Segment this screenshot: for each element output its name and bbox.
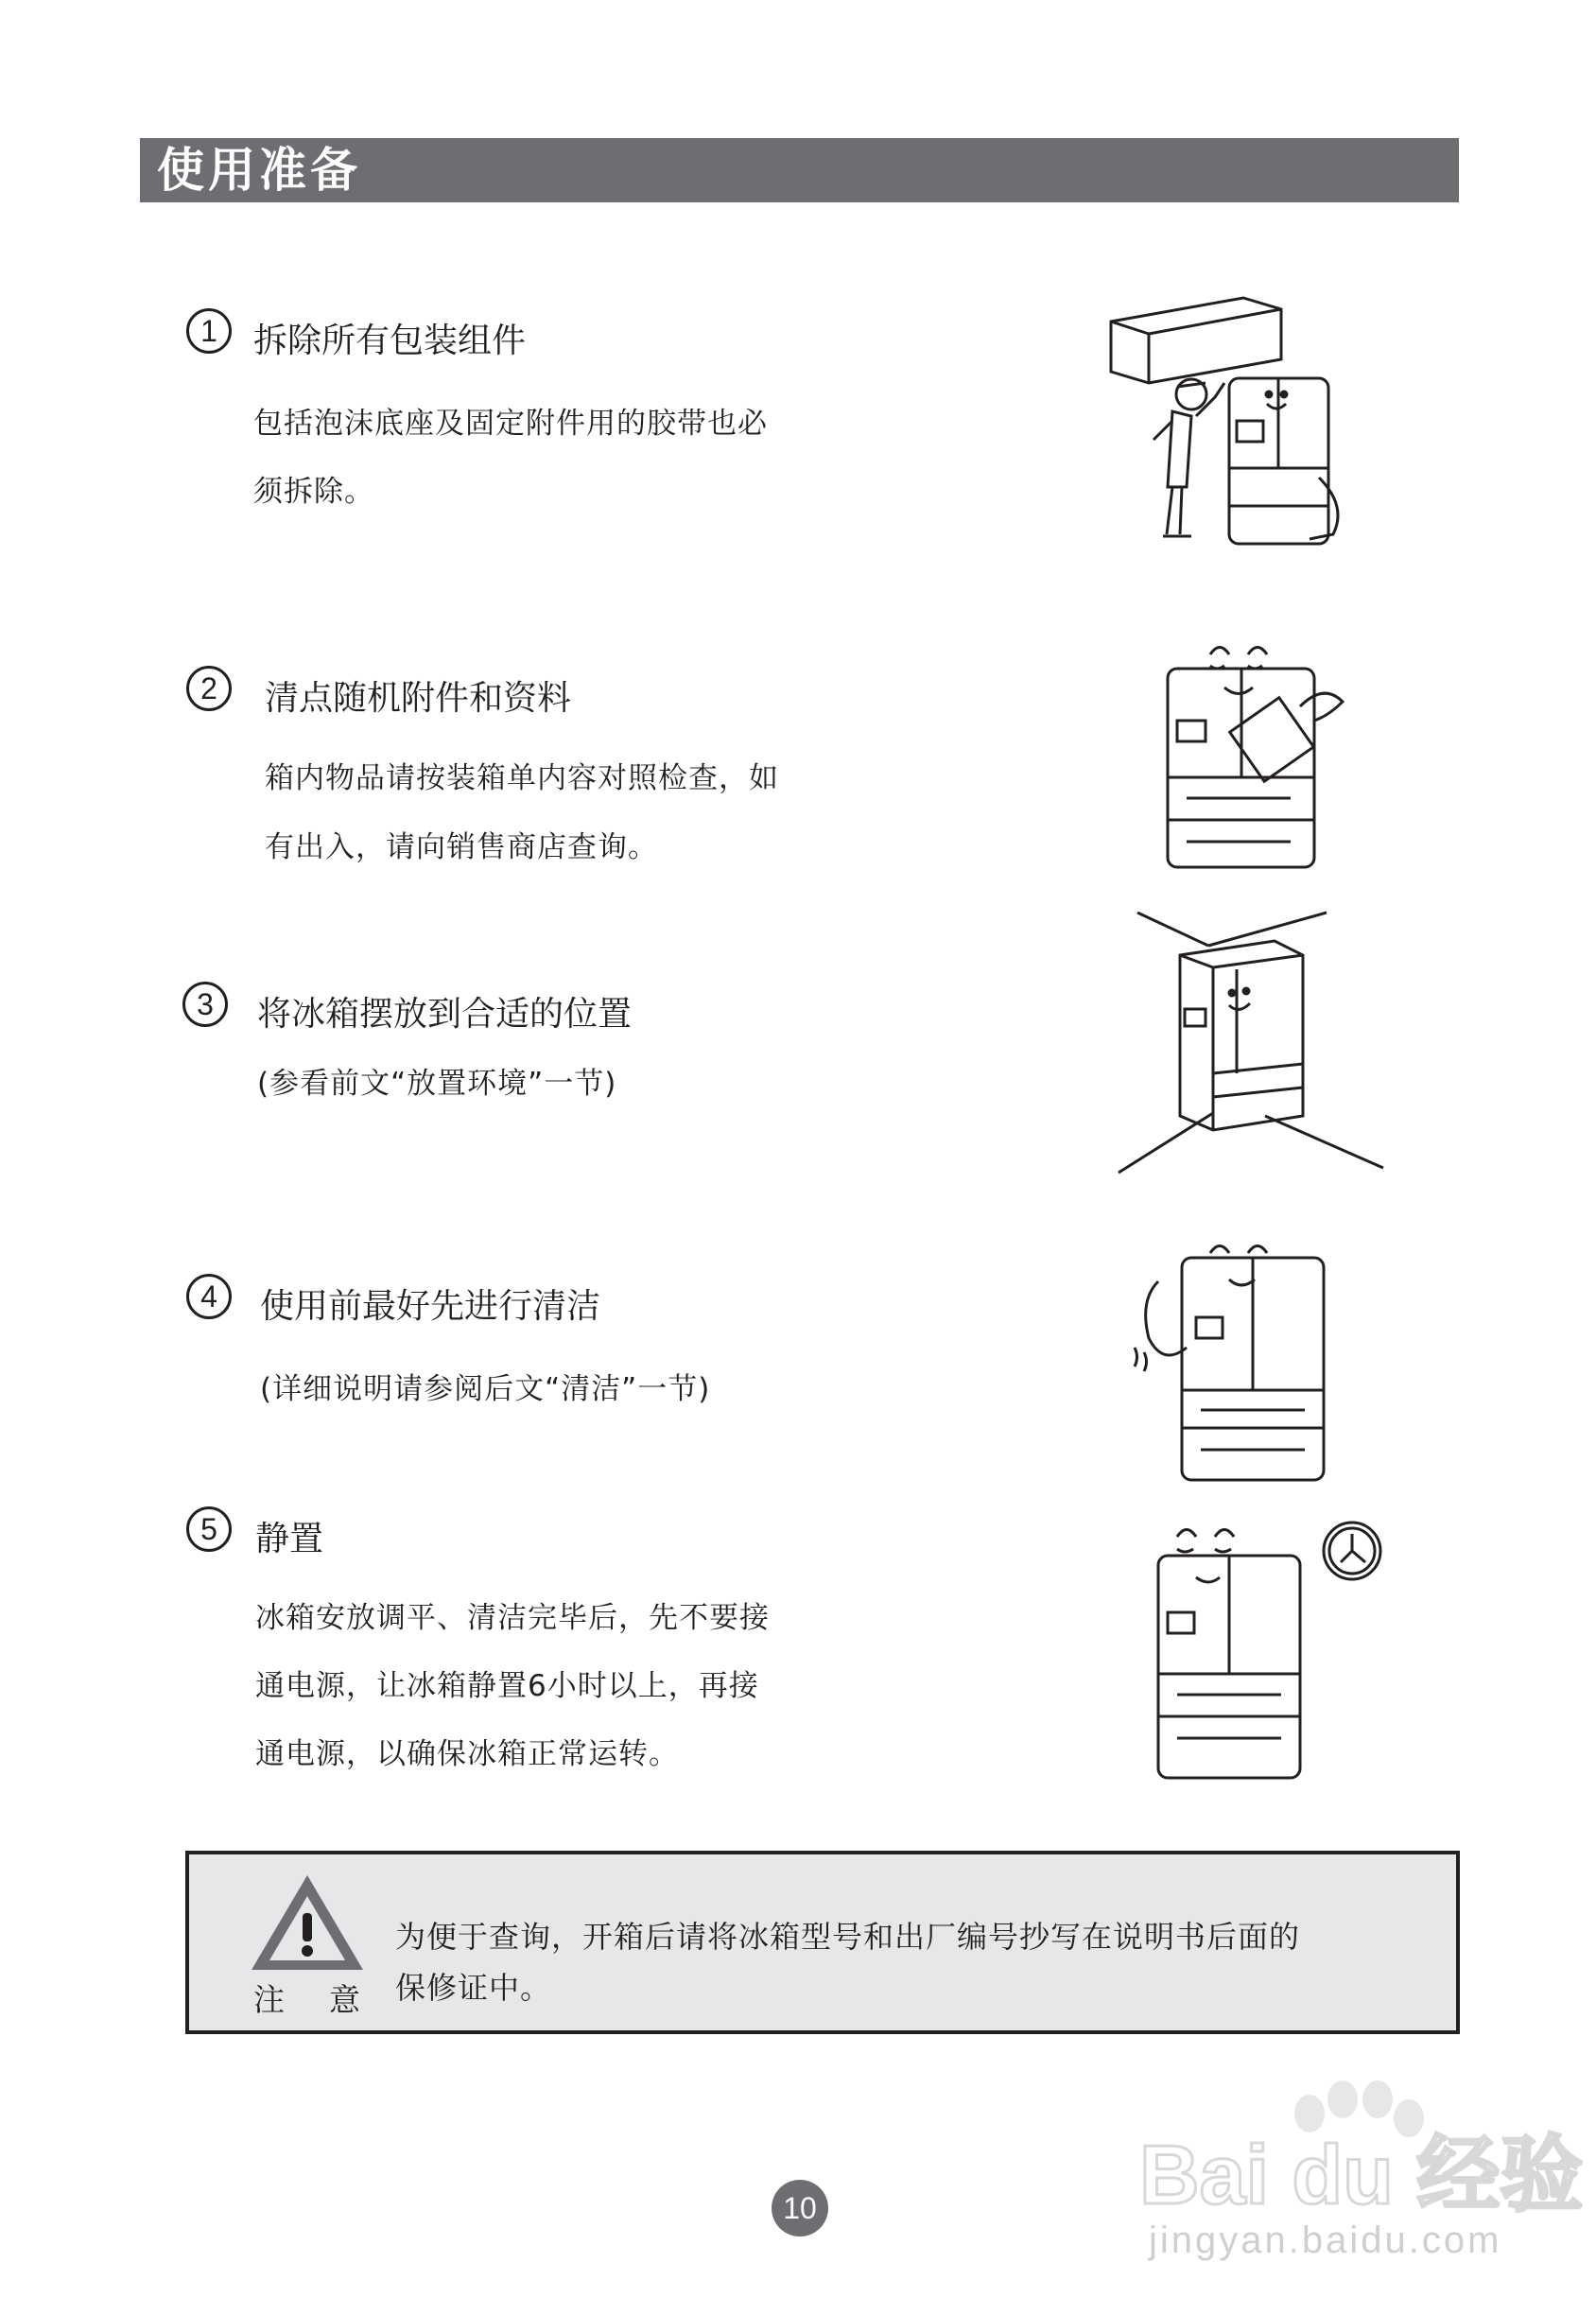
step-5-line-3: 通电源，以确保冰箱正常运转。: [255, 1737, 679, 1771]
step-5-line-2: 通电源，让冰箱静置6小时以上，再接: [255, 1669, 759, 1703]
fridge-cleaning-illustration: [1130, 1234, 1333, 1485]
step-2-line-1: 箱内物品请按装箱单内容对照检查，如: [265, 761, 779, 795]
notice-line-1: 为便于查询，开箱后请将冰箱型号和出厂编号抄写在说明书后面的: [395, 1919, 1301, 1955]
step-number-4: 4: [186, 1274, 232, 1319]
step-5-line-1: 冰箱安放调平、清洁完毕后，先不要接: [255, 1601, 770, 1635]
notice-line-2: 保修证中。: [395, 1970, 552, 2006]
section-header-bar: [140, 138, 1459, 202]
watermark-brand: Bai du 经验: [1139, 2128, 1584, 2221]
unpacking-fridge-illustration: [1097, 288, 1380, 558]
warning-triangle-icon: [248, 1871, 367, 1974]
fridge-in-corner-illustration: [1114, 903, 1397, 1187]
step-title-5: 静置: [255, 1520, 324, 1558]
step-4-line-1: (详细说明请参阅后文“清洁”一节): [260, 1372, 711, 1406]
section-title: 使用准备: [157, 143, 361, 198]
step-title-4: 使用前最好先进行清洁: [260, 1287, 601, 1326]
step-number-5: 5: [186, 1506, 232, 1552]
step-number-2: 2: [186, 666, 232, 711]
step-1-line-1: 包括泡沫底座及固定附件用的胶带也必: [253, 407, 768, 441]
fridge-with-documents-illustration: [1158, 635, 1352, 877]
notice-label-right: 意: [329, 1981, 360, 2018]
notice-label-left: 注: [253, 1981, 285, 2018]
step-1-line-2: 须拆除。: [253, 475, 374, 509]
notice-box: [185, 1851, 1460, 2034]
step-number-1: 1: [186, 308, 232, 354]
watermark-url: jingyan.baidu.com: [1149, 2219, 1502, 2261]
step-title-3: 将冰箱摆放到合适的位置: [257, 995, 633, 1034]
baidu-jingyan-watermark: [1130, 2071, 1584, 2261]
step-3-line-1: (参看前文“放置环境”一节): [257, 1067, 617, 1101]
step-title-1: 拆除所有包装组件: [253, 322, 527, 360]
resting-fridge-with-clock-illustration: [1144, 1513, 1399, 1787]
step-number-3: 3: [182, 982, 228, 1027]
page-number: 10: [772, 2180, 828, 2237]
step-2-line-2: 有出入，请向销售商店查询。: [265, 830, 658, 864]
step-title-2: 清点随机附件和资料: [265, 679, 572, 718]
